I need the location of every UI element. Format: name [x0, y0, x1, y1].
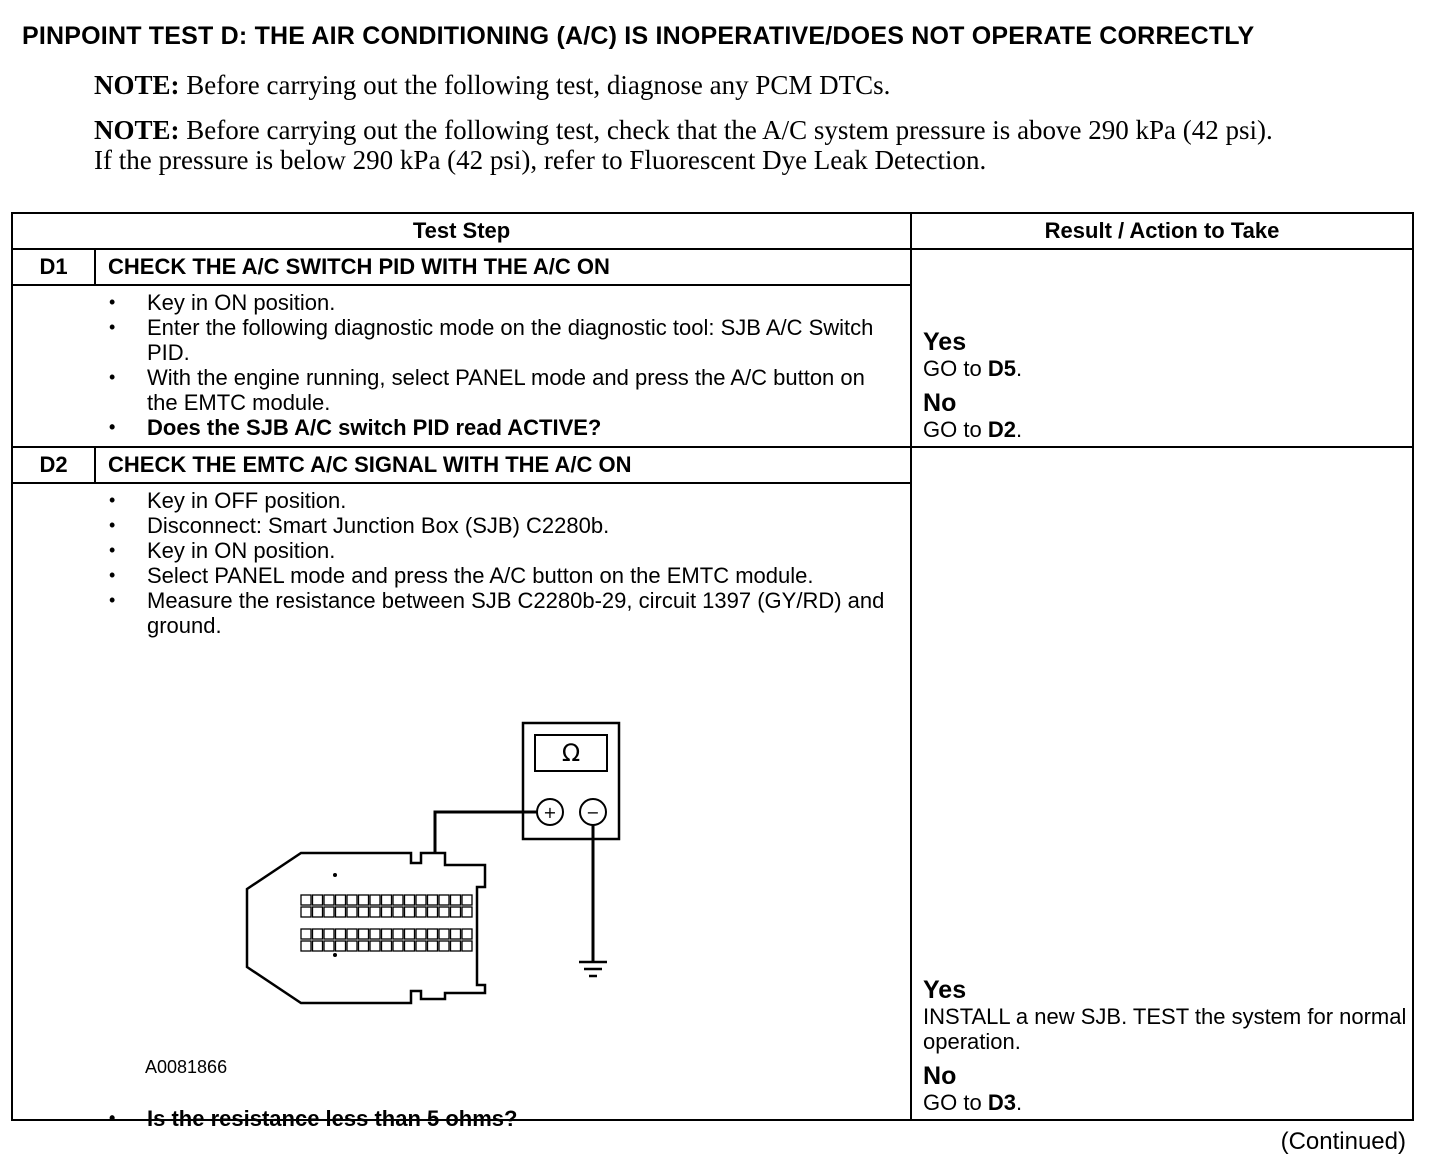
connector-pin: [405, 929, 415, 939]
connector-pin: [359, 941, 369, 951]
connector-pin: [428, 895, 438, 905]
continued-label: (Continued): [1280, 1128, 1406, 1155]
result-yes-action: GO to D5.: [923, 356, 1023, 381]
figure-caption: A0081866: [145, 1057, 228, 1077]
connector-pin: [405, 895, 415, 905]
connector-pin: [382, 907, 392, 917]
step-link-d2[interactable]: D2: [987, 417, 1016, 442]
step-title: CHECK THE A/C SWITCH PID WITH THE A/C ON: [95, 249, 911, 285]
connector-pin: [301, 941, 311, 951]
step-title: CHECK THE EMTC A/C SIGNAL WITH THE A/C ON: [95, 447, 911, 483]
step-d2-results: [911, 447, 1413, 1120]
connector-pin: [301, 929, 311, 939]
table-header-row: [12, 213, 1413, 249]
step-id: D2: [12, 447, 95, 483]
note-system-pressure: [94, 115, 1294, 175]
action-item: • Measure the resistance between SJB C2280b-29, circuit 1397 (GY/RD) and ground.: [13, 588, 910, 638]
ground-icon: [579, 962, 607, 976]
step-d2-actions: [12, 483, 911, 1131]
result-no-action: GO to D2.: [923, 417, 1023, 442]
note-pcm-dtcs: [94, 70, 890, 100]
header-result: Result / Action to Take: [911, 213, 1413, 249]
connector-pin: [462, 907, 472, 917]
connector-pin: [393, 895, 403, 905]
connector-pin: [347, 941, 357, 951]
pinpoint-test-table: [11, 212, 1414, 1131]
step-d2-title-row: [12, 447, 1413, 483]
connector-pin: [428, 907, 438, 917]
connector-pin: [393, 907, 403, 917]
connector-pin: [439, 895, 449, 905]
connector-pin: [301, 907, 311, 917]
result-no-action: GO to D3.: [923, 1090, 1023, 1115]
connector-pin: [313, 929, 323, 939]
connector-pin: [439, 929, 449, 939]
connector-pin: [370, 895, 380, 905]
step-d1-actions: [12, 285, 911, 447]
minus-sign: −: [586, 803, 600, 822]
connector-pin: [416, 895, 426, 905]
connector-pin: [428, 941, 438, 951]
connector-pin: [324, 929, 334, 939]
page-title: PINPOINT TEST D: THE AIR CONDITIONING (A/C) IS INOPERATIVE/DOES NOT OPERATE CORRECTLY: [22, 22, 1255, 50]
connector-pin: [370, 941, 380, 951]
note-label: NOTE:: [94, 115, 180, 145]
connector-pin: [359, 929, 369, 939]
plus-sign: +: [543, 803, 557, 822]
ohm-symbol: Ω: [561, 739, 581, 767]
connector-pin: [416, 907, 426, 917]
step-id: D1: [12, 249, 95, 285]
connector-pin: [462, 929, 472, 939]
note-label: NOTE:: [94, 70, 180, 100]
connector-pin: [382, 941, 392, 951]
result-yes-action: INSTALL a new SJB. TEST the system for normal operation.: [923, 1004, 1407, 1054]
connector-pin: [405, 941, 415, 951]
result-no-label: No: [923, 1062, 957, 1090]
action-item: • Disconnect: Smart Junction Box (SJB) C2280b.: [13, 513, 910, 538]
step-d1-results: [911, 249, 1413, 447]
connector-pin: [382, 929, 392, 939]
action-item: • Select PANEL mode and press the A/C button on the EMTC module.: [13, 563, 910, 588]
connector-pin: [336, 907, 346, 917]
connector-pin: [451, 941, 461, 951]
connector-pin: [416, 941, 426, 951]
action-item: • Enter the following diagnostic mode on the diagnostic tool: SJB A/C Switch PID.: [13, 315, 910, 365]
step-link-d5[interactable]: D5: [987, 356, 1016, 381]
connector-pin: [359, 907, 369, 917]
header-test-step: Test Step: [12, 213, 911, 249]
connector-pin: [336, 929, 346, 939]
connector-pin: [370, 907, 380, 917]
connector-pin: [313, 907, 323, 917]
connector-pin: [347, 907, 357, 917]
action-item: • Key in OFF position.: [13, 488, 910, 513]
connector-pin: [451, 907, 461, 917]
action-item: • With the engine running, select PANEL mode and press the A/C button on the EMTC module.: [13, 365, 910, 415]
connector-pin: [336, 941, 346, 951]
connector-pin: [428, 929, 438, 939]
step-link-d3[interactable]: D3: [987, 1090, 1016, 1115]
connector-pin: [439, 941, 449, 951]
result-yes-label: Yes: [923, 328, 967, 356]
action-item: • Key in ON position.: [13, 290, 910, 315]
note-text: Before carrying out the following test, diagnose any PCM DTCs.: [179, 70, 891, 100]
ohmmeter-connector-diagram: [239, 717, 659, 1017]
connector-pin: [359, 895, 369, 905]
step-question: • Is the resistance less than 5 ohms?: [13, 1106, 910, 1131]
connector-pin: [347, 929, 357, 939]
connector-pin: [313, 941, 323, 951]
connector-pin: [336, 895, 346, 905]
connector-pin: [370, 929, 380, 939]
connector-pin: [382, 895, 392, 905]
connector-pin: [451, 929, 461, 939]
step-d1-title-row: [12, 249, 1413, 285]
connector-pin: [451, 895, 461, 905]
note-text: Before carrying out the following test, check that the A/C system pressure is above 290 kPa (42 psi). If the pressure is below 290 kPa (42 psi), refer to Fluorescent Dye Leak Detection.: [94, 115, 1273, 175]
connector-pin: [393, 941, 403, 951]
connector-pin: [405, 907, 415, 917]
action-item: • Key in ON position.: [13, 538, 910, 563]
connector-pin: [416, 929, 426, 939]
connector-pin: [313, 895, 323, 905]
step-question: • Does the SJB A/C switch PID read ACTIVE?: [13, 415, 910, 440]
connector-pin: [347, 895, 357, 905]
connector-pin: [324, 941, 334, 951]
connector-pin: [462, 941, 472, 951]
connector-pin: [324, 895, 334, 905]
connector-pin: [301, 895, 311, 905]
result-no-label: No: [923, 389, 957, 417]
connector-pin: [462, 895, 472, 905]
connector-pin: [439, 907, 449, 917]
connector-pin: [324, 907, 334, 917]
connector-c2280b-icon: [247, 853, 485, 1003]
result-yes-label: Yes: [923, 976, 967, 1004]
connector-pin: [393, 929, 403, 939]
